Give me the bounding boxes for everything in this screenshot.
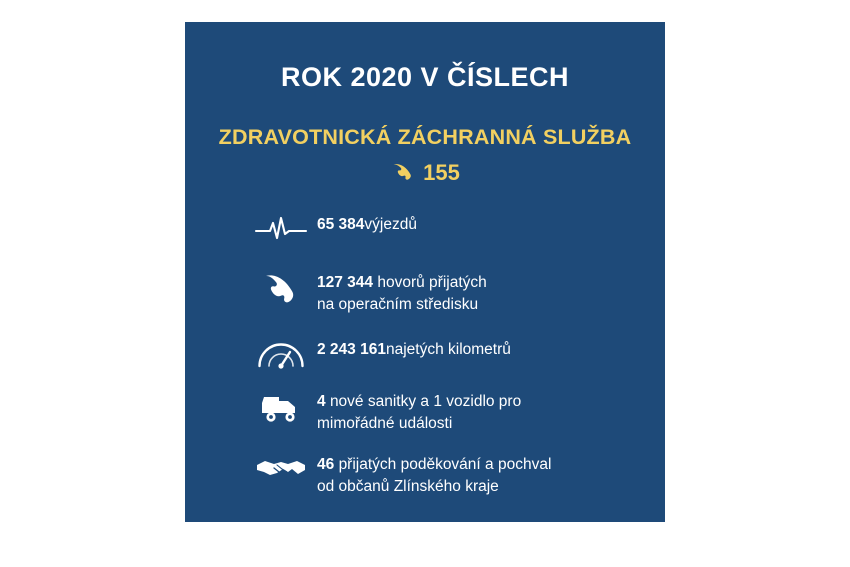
stat-value: 4 — [317, 392, 326, 410]
stats-list — [185, 212, 665, 499]
stats-panel — [185, 22, 665, 522]
emergency-number: 155 — [423, 160, 460, 185]
speedometer-icon — [245, 337, 317, 369]
stat-label: výjezdů — [364, 216, 417, 233]
stat-label: hovorů přijatých — [373, 274, 487, 291]
list-item — [245, 212, 641, 244]
stat-label: přijatých poděkování a pochval — [338, 455, 552, 473]
stat-label-line2: na operačním středisku — [317, 296, 479, 314]
list-item-text — [317, 452, 551, 499]
stat-value: 127 344 — [317, 274, 374, 291]
page-title: ROK 2020 V ČÍSLECH — [280, 62, 570, 92]
stat-value: 46 — [317, 455, 335, 473]
heartbeat-ecg-icon — [245, 212, 317, 244]
stat-label-line2: od občanů Zlínského kraje — [317, 478, 499, 496]
list-item-text — [317, 212, 417, 236]
stat-label: nové sanitky a 1 vozidlo pro — [329, 392, 522, 410]
list-item — [245, 389, 641, 436]
list-item — [245, 270, 641, 317]
handshake-icon — [245, 452, 317, 484]
list-item-text — [317, 337, 511, 361]
ambulance-icon — [245, 389, 317, 425]
list-item — [245, 452, 641, 499]
stat-label-line2: mimořádné události — [317, 415, 453, 433]
list-item-text — [317, 270, 487, 317]
stat-value: 2 243 161 — [317, 340, 386, 358]
service-name: ZDRAVOTNICKÁ ZÁCHRANNÁ SLUŽBA — [218, 125, 632, 149]
phone-handset-icon — [390, 162, 414, 184]
emergency-number-line — [185, 160, 665, 186]
phone-handset-icon — [245, 270, 317, 310]
list-item-text — [317, 389, 521, 436]
list-item — [245, 337, 641, 369]
stat-value: 65 384 — [317, 216, 365, 233]
stat-label: najetých kilometrů — [385, 340, 511, 358]
